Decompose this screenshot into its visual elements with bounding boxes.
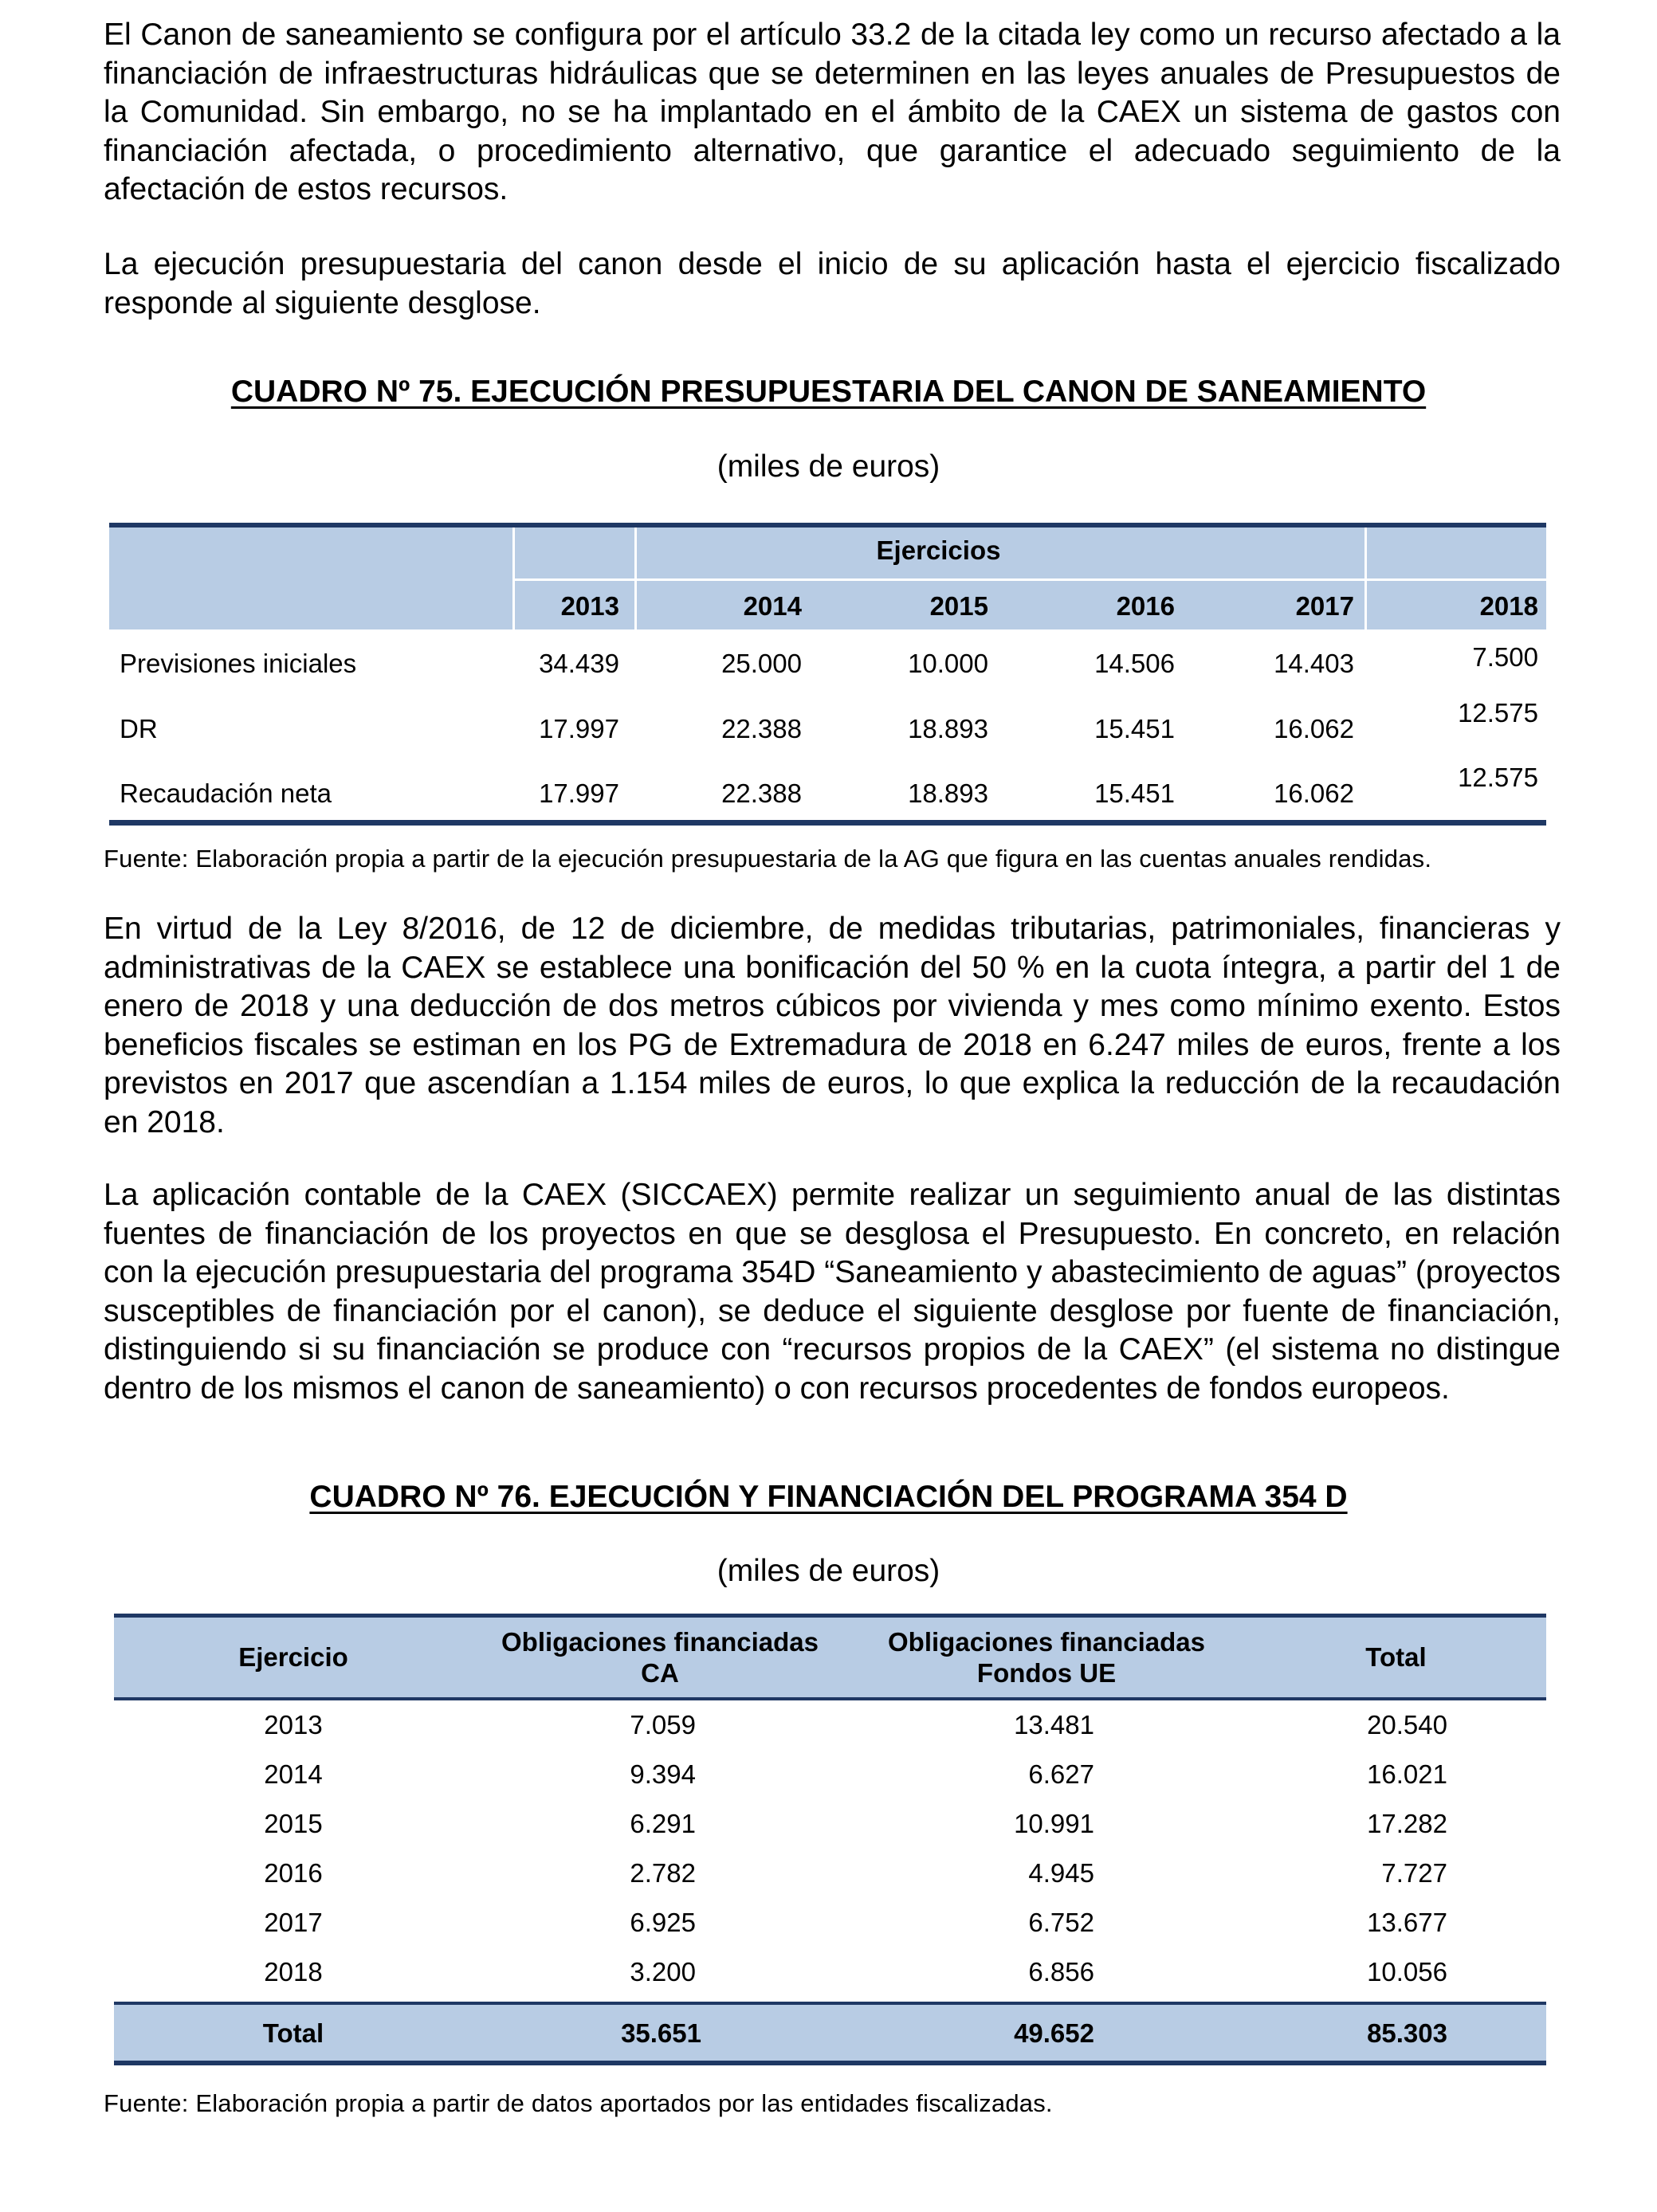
table75-cell: 10.000 <box>908 649 988 678</box>
table76-header-rule <box>114 1697 1546 1700</box>
table75-cell: 18.893 <box>908 714 988 743</box>
table76-header-ca: CA <box>641 1658 679 1688</box>
table76-ue: 13.481 <box>1014 1710 1094 1739</box>
table76-header-total: Total <box>1365 1642 1427 1672</box>
table75-source: Fuente: Elaboración propia a partir de la ejecución presupuestaria de la AG que figura en las cuentas anuales rendidas. <box>104 845 1432 873</box>
table76-year: 2014 <box>264 1759 323 1789</box>
table75-cell: 12.575 <box>1458 698 1538 728</box>
table76-ca: 6.925 <box>630 1908 696 1937</box>
table75-year-header: 2014 <box>743 591 802 621</box>
table75-cell: 18.893 <box>908 779 988 808</box>
table75-cell: 15.451 <box>1094 779 1175 808</box>
table76-ue: 6.856 <box>1028 1957 1094 1986</box>
table76-ca: 3.200 <box>630 1957 696 1986</box>
table75-cell: 17.997 <box>539 779 619 808</box>
table76-ca: 2.782 <box>630 1858 696 1888</box>
paragraph-siccaex: La aplicación contable de la CAEX (SICCAEX) permite realizar un seguimiento anual de las distintas fuentes de financiación de los proyectos en que se desglosa el Presupuesto. En concreto, en relación con la ejecución presupuestaria del programa 354D “Saneamiento y abastecimiento de aguas” (proyectos susceptibles de financiación por el canon), se deduce el siguiente desglose por fuente de financiación, distinguiendo si su financiación se produce con “recursos propios de la CAEX” (el sistema no distingue dentro de los mismos el canon de saneamiento) o con recursos procedentes de fondos europeos. <box>104 1178 1561 1406</box>
table76-source: Fuente: Elaboración propia a partir de datos aportados por las entidades fiscalizadas. <box>104 2089 1053 2117</box>
table75-cell: 14.506 <box>1094 649 1175 678</box>
table75-row-label: Recaudación neta <box>120 779 332 808</box>
table76-total: 20.540 <box>1367 1710 1447 1739</box>
table75-title: CUADRO Nº 75. EJECUCIÓN PRESUPUESTARIA DEL CANON DE SANEAMIENTO <box>230 375 1427 409</box>
table76-total-ue: 49.652 <box>1014 2018 1094 2048</box>
table76-total-label: Total <box>262 2018 324 2048</box>
table76-bottom-rule <box>114 2061 1546 2065</box>
table76-ca: 6.291 <box>630 1809 696 1838</box>
table76-total: 10.056 <box>1367 1957 1447 1986</box>
table75-cell: 25.000 <box>721 649 802 678</box>
table75-year-header: 2016 <box>1116 591 1175 621</box>
table75-cell: 17.997 <box>539 714 619 743</box>
table76-title: CUADRO Nº 76. EJECUCIÓN Y FINANCIACIÓN DEL PROGRAMA 354 D <box>309 1480 1348 1514</box>
table76-total-total: 85.303 <box>1367 2018 1447 2048</box>
table75-cell: 22.388 <box>721 714 802 743</box>
table75-cell: 7.500 <box>1472 642 1538 672</box>
table75-cell: 15.451 <box>1094 714 1175 743</box>
table75-year-header: 2013 <box>560 591 619 621</box>
table76-header-ejercicio: Ejercicio <box>238 1642 348 1672</box>
table76-year: 2015 <box>264 1809 323 1838</box>
table76-ca: 9.394 <box>630 1759 696 1789</box>
table76-ue: 6.752 <box>1028 1908 1094 1937</box>
table76-header-ue: Fondos UE <box>976 1658 1117 1688</box>
table75-year-header: 2018 <box>1479 591 1538 621</box>
table76-ue: 4.945 <box>1028 1858 1094 1888</box>
table75-cell: 14.403 <box>1274 649 1354 678</box>
table76-total: 13.677 <box>1367 1908 1447 1937</box>
table76-year: 2013 <box>264 1710 323 1739</box>
table76-year: 2016 <box>264 1858 323 1888</box>
table75-cell: 34.439 <box>539 649 619 678</box>
table75-year-header: 2017 <box>1295 591 1354 621</box>
table75-year-header: 2015 <box>929 591 988 621</box>
table76-year: 2018 <box>264 1957 323 1986</box>
table75-unit: (miles de euros) <box>717 449 940 484</box>
table75-row-label: Previsiones iniciales <box>120 649 357 678</box>
table76-ca: 7.059 <box>630 1710 696 1739</box>
table76-header-ue: Obligaciones financiadas <box>888 1627 1205 1657</box>
paragraph-ejecucion-intro: La ejecución presupuestaria del canon desde el inicio de su aplicación hasta el ejercicio fiscalizado responde al siguiente desglose. <box>104 247 1561 320</box>
table75-cell: 12.575 <box>1458 763 1538 792</box>
table76-unit: (miles de euros) <box>717 1554 940 1588</box>
paragraph-canon-afectado: El Canon de saneamiento se configura por el artículo 33.2 de la citada ley como un recurso afectado a la financiación de infraestructuras hidráulicas que se determinen en las leyes anuales de Presupuestos de la Comunidad. Sin embargo, no se ha implantado en el ámbito de la CAEX un sistema de gastos con financiación afectada, o procedimiento alternativo, que garantice el adecuado seguimiento de la afectación de estos recursos. <box>104 18 1561 206</box>
table76-year: 2017 <box>264 1908 323 1937</box>
table76-total: 7.727 <box>1381 1858 1447 1888</box>
table76-total-ca: 35.651 <box>621 2018 701 2048</box>
table75-cell: 22.388 <box>721 779 802 808</box>
table75-bottom-rule <box>109 820 1546 826</box>
table75-cell: 16.062 <box>1274 714 1354 743</box>
table75-header-divider <box>512 578 1546 581</box>
paragraph-ley-8-2016: En virtud de la Ley 8/2016, de 12 de diciembre, de medidas tributarias, patrimoniales, financieras y administrativas de la CAEX se establece una bonificación del 50 % en la cuota íntegra, a partir del 1 de enero de 2018 y una deducción de dos metros cúbicos por vivienda y mes como mínimo exento. Estos beneficios fiscales se estiman en los PG de Extremadura de 2018 en 6.247 miles de euros, frente a los previstos en 2017 que ascendían a 1.154 miles de euros, lo que explica la reducción de la recaudación en 2018. <box>104 912 1561 1139</box>
table76-header-ca: Obligaciones financiadas <box>501 1627 819 1657</box>
table76-total: 16.021 <box>1367 1759 1447 1789</box>
table76-total: 17.282 <box>1367 1809 1447 1838</box>
table75-group-header: Ejercicios <box>876 535 1001 565</box>
table75-cell: 16.062 <box>1274 779 1354 808</box>
table76-ue: 6.627 <box>1028 1759 1094 1789</box>
table76-ue: 10.991 <box>1014 1809 1094 1838</box>
table75-row-label: DR <box>120 714 158 743</box>
